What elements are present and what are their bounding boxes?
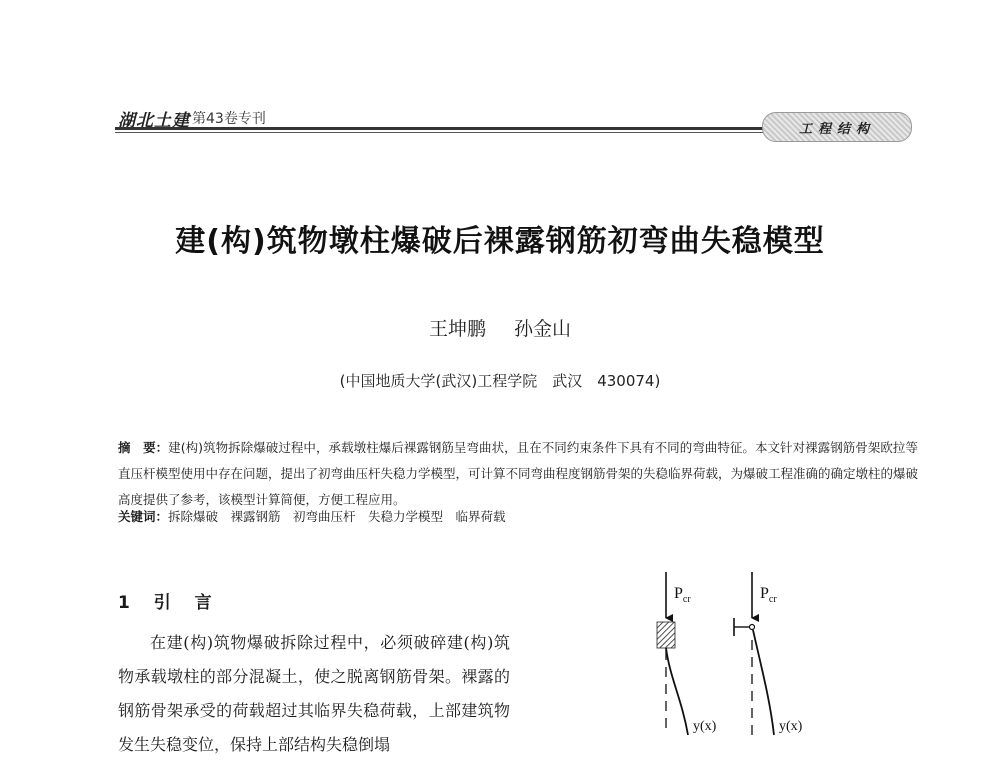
journal-logo: 湖北土建	[118, 111, 190, 131]
curve-label-right: y(x)	[779, 719, 803, 734]
deflected-bar-right	[753, 630, 774, 735]
authors: 王坤鹏 孙金山	[428, 318, 572, 340]
deflected-bar-left	[666, 648, 688, 735]
abstract-text: 建(构)筑物拆除爆破过程中，承载墩柱爆后裸露钢筋呈弯曲状，且在不同约束条件下具有不同的弯曲特征。本文针对裸露钢筋骨架欧拉等直压杆模型使用中存在问题，提出了初弯曲压杆失稳力学模型，可计算不同弯曲程度钢筋骨架的失稳临界荷载，为爆破工程准确的确定墩柱的爆破高度提供了参考，该模型计算简便，方便工程应用。	[118, 440, 919, 507]
curve-label-left: y(x)	[693, 719, 717, 734]
body-paragraph: 在建(构)筑物爆破拆除过程中，必须破碎建(构)筑物承载墩柱的部分混凝土，使之脱离钢筋骨架。裸露的钢筋骨架承受的荷载超过其临界失稳荷载，上部建筑物发生失稳变位，保持上部结构失稳倒塌	[118, 633, 510, 754]
load-label-left: $P_{cr}$	[674, 585, 691, 605]
abstract	[118, 435, 918, 513]
abstract-lead: 摘 要：	[118, 440, 169, 455]
paper-title: 建(构)筑物墩柱爆破后裸露钢筋初弯曲失稳模型	[175, 224, 825, 259]
header-rule	[115, 127, 775, 130]
keywords	[118, 507, 918, 525]
keywords-text: 拆除爆破 裸露钢筋 初弯曲压杆 失稳力学模型 临界荷载	[168, 509, 506, 524]
header-rule-thin	[115, 132, 775, 133]
issue-label: 第43卷专刊	[192, 111, 266, 127]
pin-joint-right	[750, 625, 755, 630]
affiliation: (中国地质大学(武汉)工程学院 武汉 430074)	[339, 372, 661, 390]
section-tag: 工程结构	[762, 112, 912, 142]
buckling-figure	[600, 560, 860, 735]
fixed-support-left	[657, 622, 675, 648]
section-heading: 1 引 言	[118, 593, 212, 613]
keywords-lead: 关键词：	[118, 509, 169, 524]
load-label-right: $P_{cr}$	[760, 585, 777, 605]
